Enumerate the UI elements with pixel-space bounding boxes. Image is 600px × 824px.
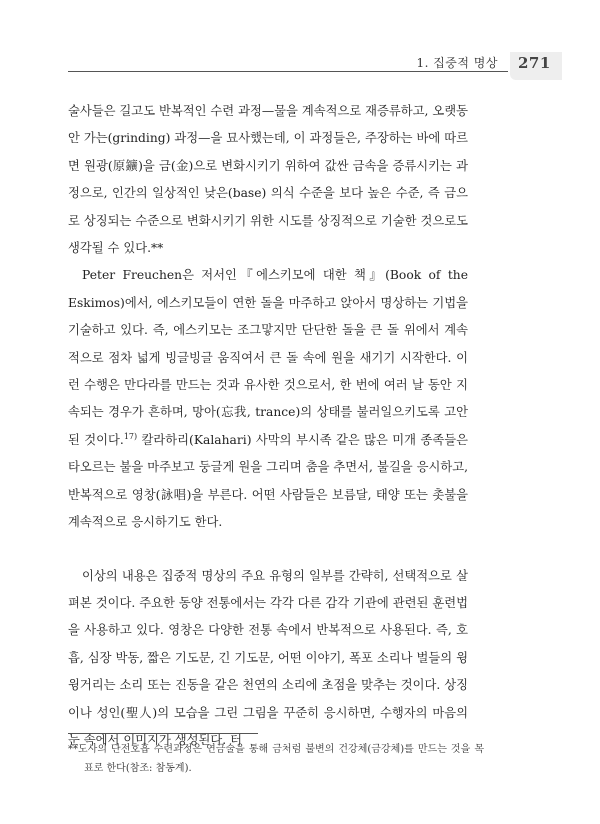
page-number: 271 [518, 54, 551, 72]
body-text [68, 98, 468, 754]
running-head: 1. 집중적 명상 [416, 56, 498, 70]
paragraph-alchemy: 술사들은 길고도 반복적인 수련 과정—물을 계속적으로 재증류하고, 오랫동안 가는(grinding) 과정—을 묘사했는데, 이 과정들은, 주장하는 바에 따르면 원광(原鑛)을 금(金)으로 변화시키기 위하여 값싼 금속을 증류시키는 과정으로, 인간의 일상적인 낮은(base) 의식 수준을 보다 높은 수준, 즉 금으로 상징되는 수준으로 변화시키기 위한 시도를 상징적으로 기술한 것으로도 생각될 수 있다.** [68, 104, 468, 256]
footnote-rule [68, 733, 258, 734]
page-header [0, 52, 600, 82]
paragraph-kalahari-text: 칼라하리(Kalahari) 사막의 부시족 같은 많은 미개 종족들은 타오르는 불을 마주보고 둥글게 원을 그리며 춤을 추면서, 불길을 응시하고, 반복적으로 영창(詠唱)을 부른다. 어떤 사람들은 보름달, 태양 또는 촛불을 계속적으로 응시하기도 한다. [68, 432, 468, 530]
paragraph-eskimos-text: Peter Freuchen은 저서인『에스키모에 대한 책』(Book of the Eskimos)에서, 에스키모들이 연한 돌을 마주하고 앉아서 명상하는 기법을 기술하고 있다. 즉, 에스키모는 조그맣지만 단단한 돌을 큰 돌 위에서 계속적으로 점차 넓게 빙글빙글 움직여서 큰 돌 속에 원을 새기기 시작한다. 이런 수행은 만다라를 만드는 것과 유사한 것으로서, 한 번에 여러 날 동안 지속되는 경우가 흔하며, 망아(忘我, trance)의 상태를 불러일으키도록 고안된 것이다. [68, 268, 468, 447]
footnote-reference: 17) [123, 431, 138, 441]
paragraph-summary: 이상의 내용은 집중적 명상의 주요 유형의 일부를 간략히, 선택적으로 살펴본 것이다. 주요한 동양 전통에서는 각각 다른 감각 기관에 관련된 훈련법을 사용하고 있다. 영창은 다양한 전통 속에서 반복적으로 사용된다. 즉, 호흡, 심장 박동, 짧은 기도문, 긴 기도문, 어떤 이야기, 폭포 소리나 벌들의 윙윙거리는 소리 또는 진동을 같은 천연의 소리에 초점을 맞추는 것이다. 상징이나 성인(聖人)의 모습을 그린 그림을 꾸준히 응시하면, 수행자의 마음의 눈 속에서 이미지가 생성된다. 터 [68, 568, 468, 747]
paragraph-eskimos [68, 262, 468, 536]
header-rule [68, 71, 508, 72]
footnote: **도사의 단전호흡 수련과정은 연금술을 통해 금처럼 불변의 건강체(금강체)를 만드는 것을 목표로 한다(참조: 참동계). [68, 744, 484, 774]
